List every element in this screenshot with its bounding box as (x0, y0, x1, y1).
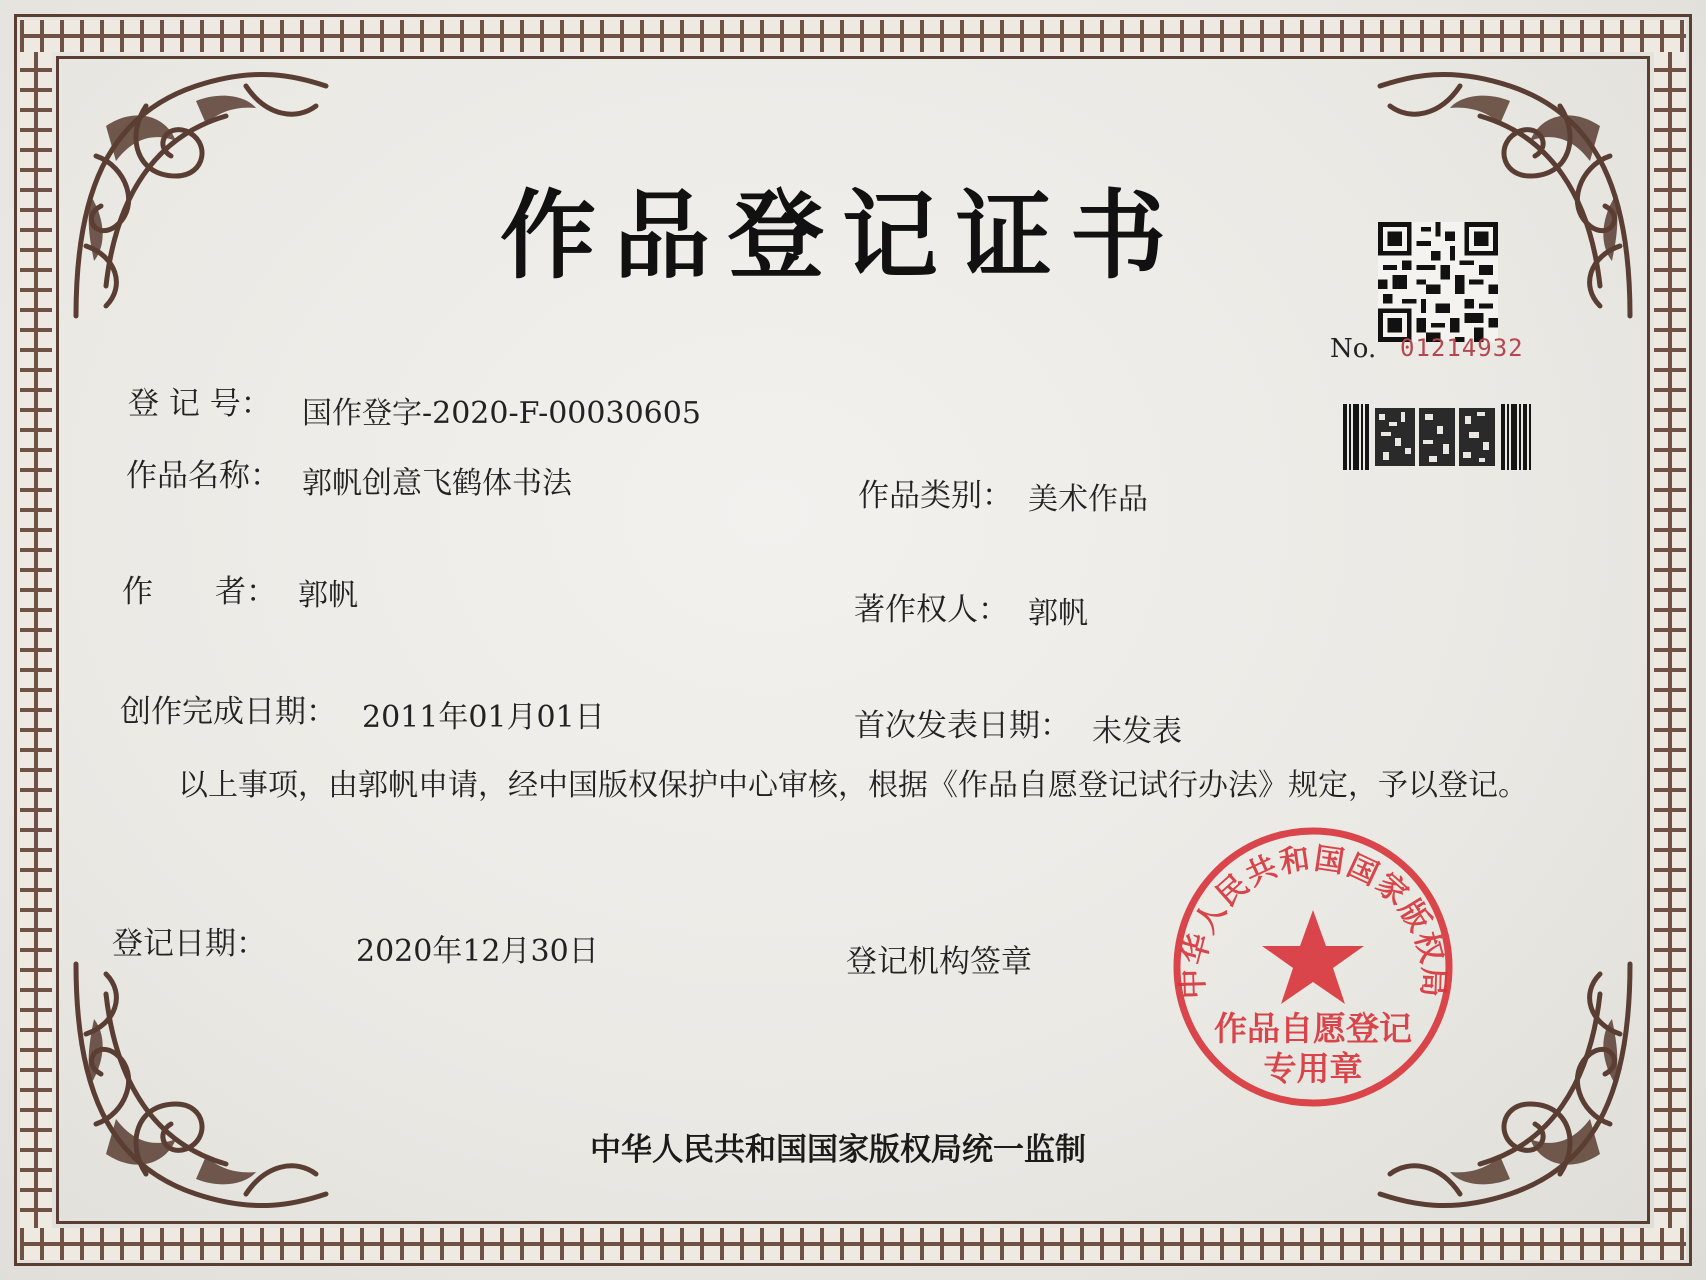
serial-number: 01214932 (1400, 334, 1524, 362)
registration-number-value: 国作登字-2020-F-00030605 (302, 396, 701, 431)
author-value: 郭帆 (298, 578, 358, 613)
completion-date-value: 2011年01月01日 (362, 700, 605, 735)
qr-code[interactable] (1378, 222, 1498, 342)
declaration-text: 以上事项，由郭帆申请，经中国版权保护中心审核，根据《作品自愿登记试行办法》规定，予以登记。 (178, 768, 1528, 803)
serial-label: No. (1330, 334, 1377, 364)
barcode[interactable] (1343, 404, 1531, 470)
registration-date-label: 登记日期： (112, 926, 267, 962)
signature-label: 登记机构签章 (846, 944, 1032, 980)
seal-line-1: 作品自愿登记 (1214, 1009, 1412, 1048)
issuer-footer: 中华人民共和国国家版权局统一监制 (590, 1132, 1086, 1168)
copyright-owner-value: 郭帆 (1028, 596, 1088, 631)
corner-ornament-top-left (46, 46, 346, 346)
first-publication-date-value: 未发表 (1092, 714, 1182, 749)
corner-ornament-bottom-left (46, 934, 346, 1234)
official-seal (1168, 822, 1458, 1112)
registration-number-label: 登 记 号： (128, 386, 272, 422)
copyright-owner-label: 著作权人： (854, 592, 1009, 628)
seal-star-icon (1262, 910, 1364, 1004)
seal-line-2: 专用章 (1263, 1049, 1363, 1088)
seal-ring-text: 中华人民共和国国家版权局 (1175, 841, 1451, 1000)
work-category-label: 作品类别： (858, 478, 1013, 514)
first-publication-date-label: 首次发表日期： (854, 708, 1071, 744)
registration-date-value: 2020年12月30日 (356, 934, 599, 969)
work-name-value: 郭帆创意飞鹤体书法 (302, 466, 572, 501)
work-category-value: 美术作品 (1028, 482, 1148, 517)
work-name-label: 作品名称： (126, 458, 281, 494)
certificate-title: 作品登记证书 (500, 179, 1184, 292)
author-label: 作 者： (122, 574, 277, 610)
completion-date-label: 创作完成日期： (120, 694, 337, 730)
